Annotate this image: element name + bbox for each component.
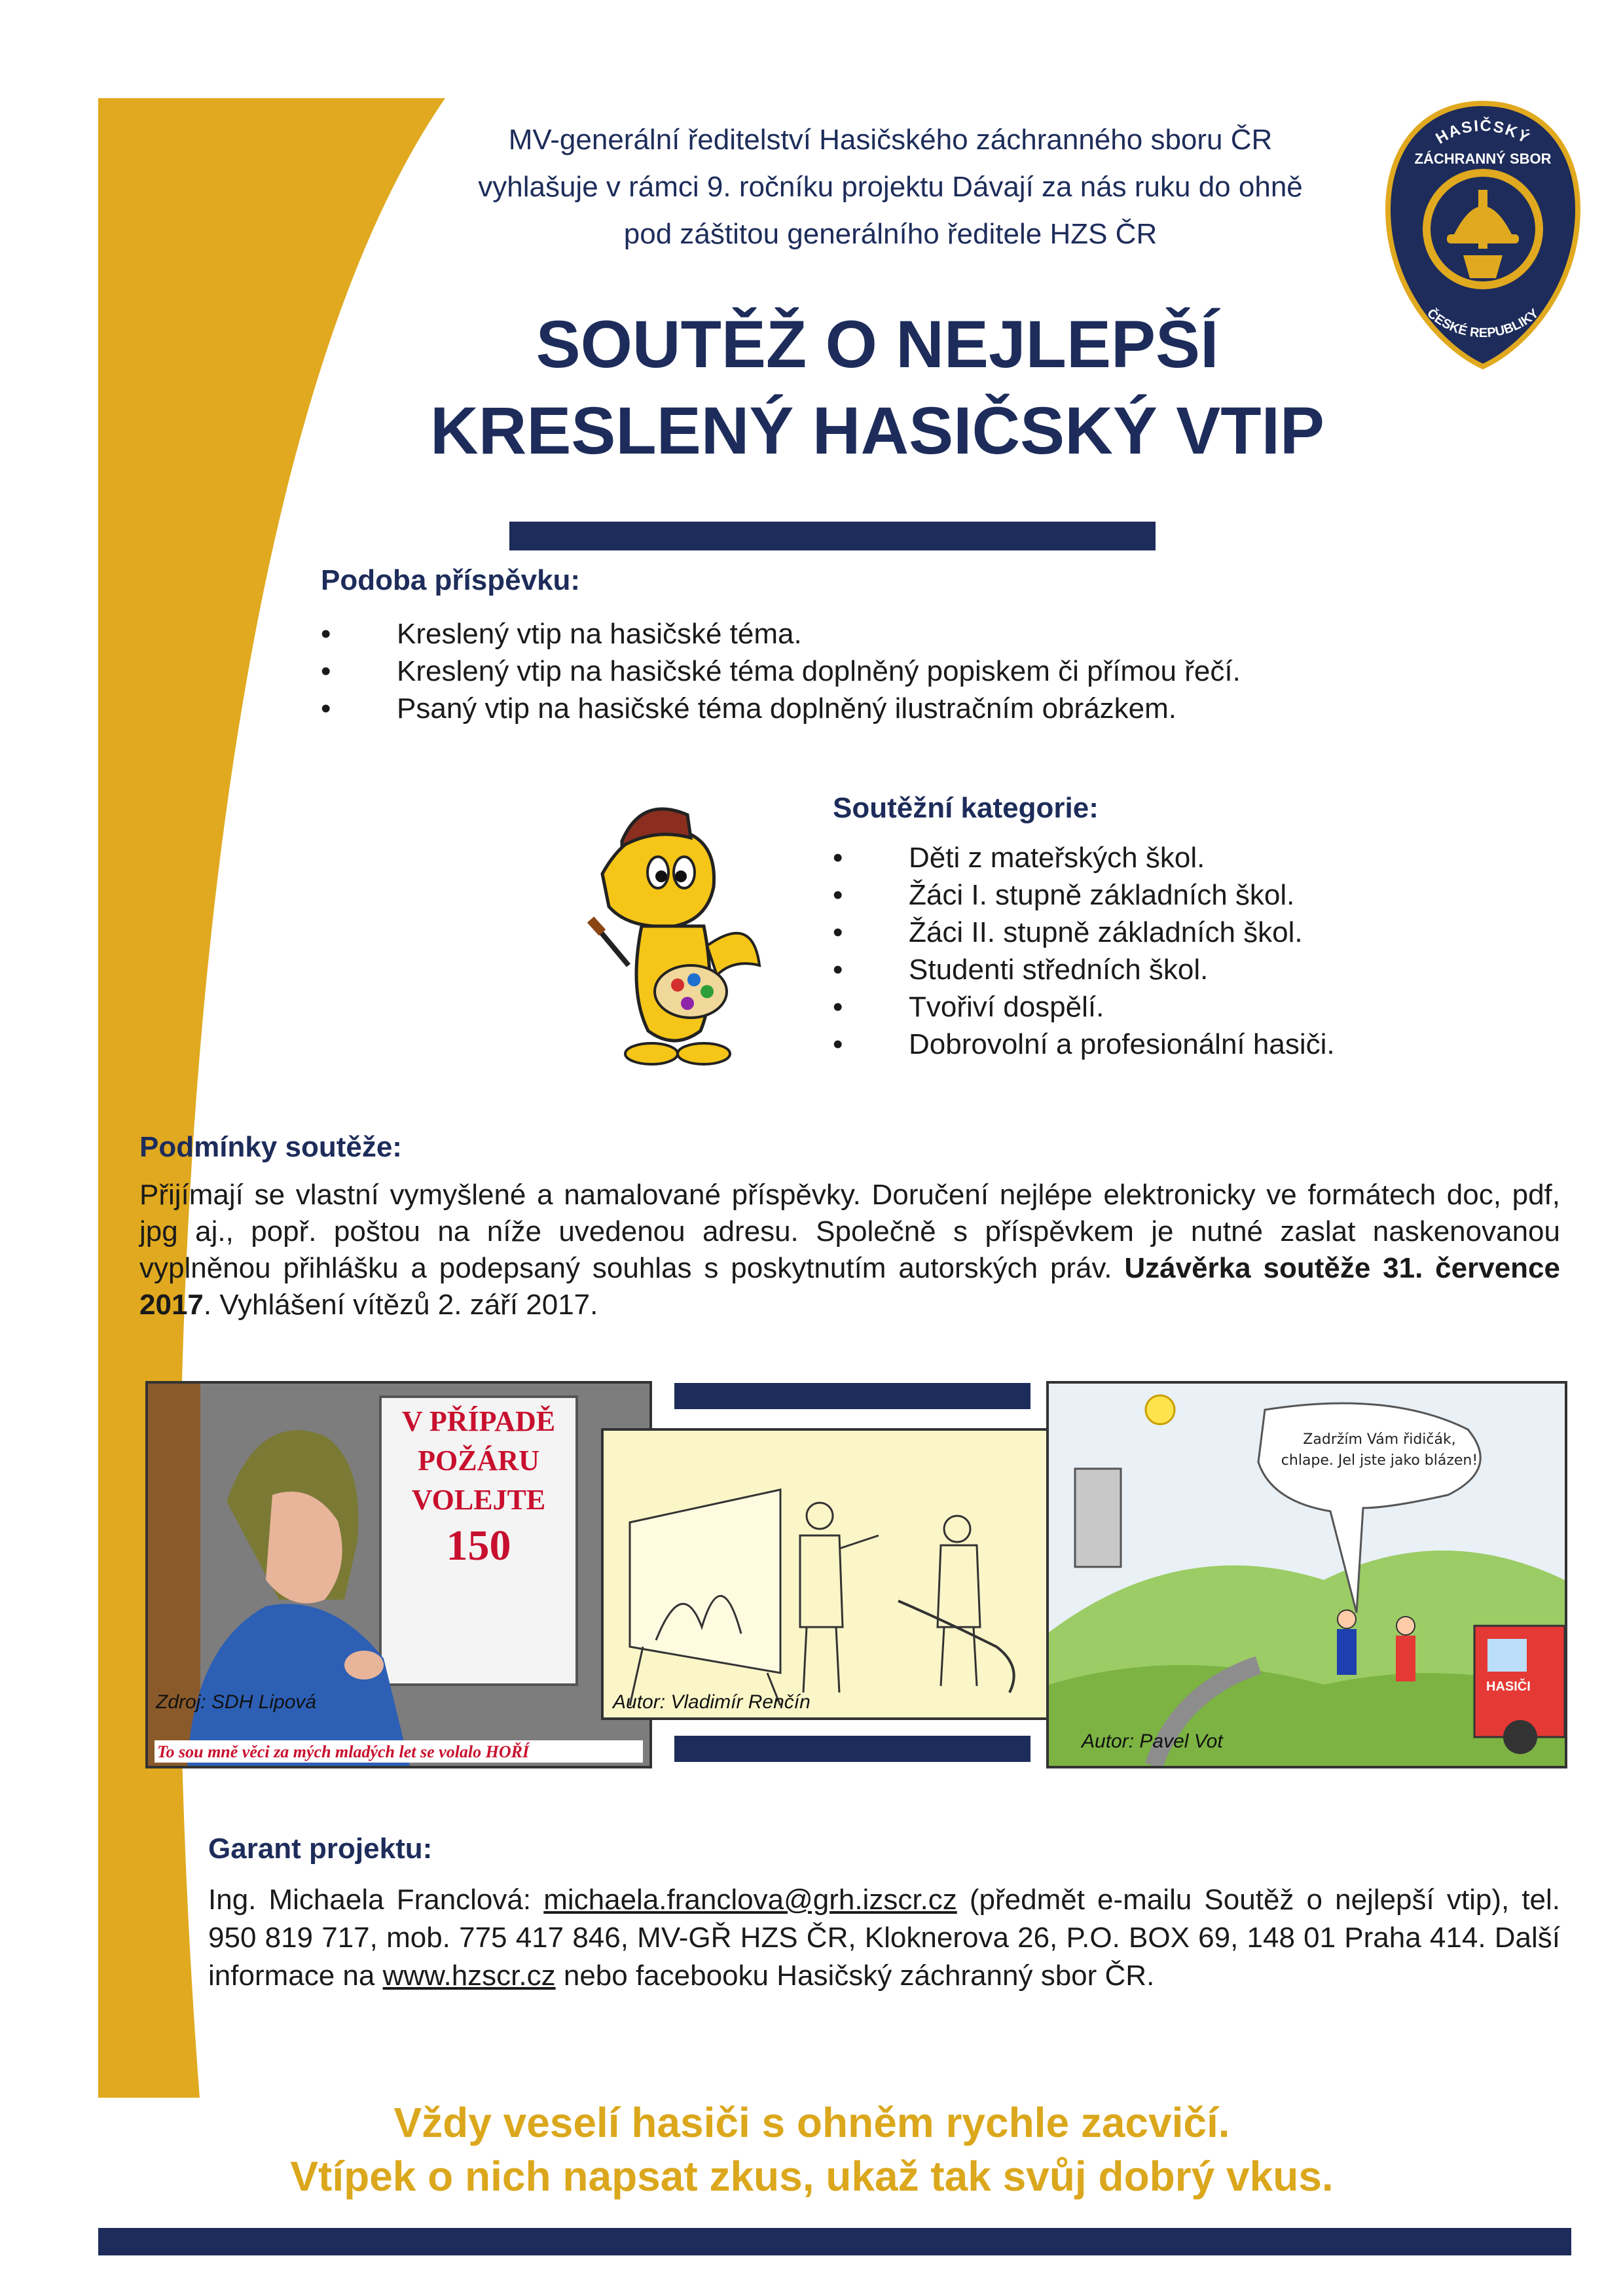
title-line-1: SOUTĚŽ O NEJLEPŠÍ — [536, 307, 1219, 382]
deadline-text: Uzávěrka soutěže 31. července 2017 — [139, 1252, 1560, 1321]
podminky-heading: Podmínky soutěže: — [139, 1131, 402, 1163]
cartoon-bottom-bar — [674, 1736, 1030, 1762]
list-item: • Kreslený vtip na hasičské téma. — [321, 618, 802, 650]
truck-label: HASIČI — [1486, 1679, 1531, 1694]
intro-line-3: pod záštitou generálního ředitele HZS ČR — [623, 218, 1158, 250]
list-item: • Tvořiví dospělí. — [833, 991, 1104, 1023]
slogan-line-1: Vždy veselí hasiči s ohněm rychle zacvičí. — [393, 2099, 1230, 2146]
garant-text: Ing. Michaela Franclová: michaela.franclova@grh.izscr.cz (předmět e-mailu Soutěž o nejlepší vtip), tel. 950 819 717, mob. 775 417 846, MV-GŘ HZS ČR, Kloknerova 26, P.O. BOX 69, 148 01 Praha 414. Další informace na www.hzscr.cz nebo facebooku Hasičský záchranný sbor ČR. — [208, 1884, 1561, 1992]
slogan-line-2: Vtípek o nich napsat zkus, ukaž tak svůj dobrý vkus. — [290, 2153, 1334, 2200]
list-item: • Psaný vtip na hasičské téma doplněný ilustračním obrázkem. — [321, 692, 1177, 725]
cartoon-top-bar — [674, 1383, 1030, 1409]
intro-text — [367, 117, 1414, 258]
logo-middle-text: ZÁCHRANNÝ SBOR — [1414, 151, 1552, 167]
cartoon-image-2 — [601, 1428, 1059, 1720]
dragon-mascot-icon — [576, 795, 773, 1070]
cartoon-2-caption: Autor: Vladimír Renčín — [613, 1691, 811, 1713]
podminky-text: Přijímají se vlastní vymyšlené a namalované příspěvky. Doručení nejlépe elektronicky ve formátech doc, pdf, jpg aj., popř. poštou na níže uvedenou adresu. Společně s příspěvkem je nutné zaslat naskenovanou vyplněnou přihlášku a podepsaný souhlas s poskytnutím autorských práv. Uzávěrka soutěže 31. července 2017. Vyhlášení vítězů 2. září 2017. — [139, 1179, 1560, 1321]
title-line-2: KRESLENÝ HASIČSKÝ VTIP — [430, 393, 1324, 468]
logo-bottom-text: ČESKÉ REPUBLIKY — [1424, 306, 1542, 341]
web-link[interactable]: www.hzscr.cz — [382, 1960, 556, 1992]
kategorie-heading: Soutěžní kategorie: — [833, 792, 1099, 824]
slogan — [98, 2096, 1525, 2203]
email-link[interactable]: michaela.franclova@grh.izscr.cz — [543, 1884, 957, 1916]
podoba-section — [321, 564, 1434, 727]
kategorie-list — [833, 839, 1487, 1063]
footer-bar — [98, 2228, 1571, 2255]
cartoon-2-drawing — [604, 1431, 1057, 1717]
list-item: • Kreslený vtip na hasičské téma doplněný popiskem či přímou řečí. — [321, 655, 1241, 687]
sign-text: V PŘÍPADĚ POŽÁRU VOLEJTE 150 — [401, 1405, 556, 1570]
kategorie-section — [833, 792, 1487, 1063]
list-item: • Žáci I. stupně základních škol. — [833, 879, 1295, 911]
podminky-section — [139, 1131, 1560, 1323]
cartoon-image-3 — [1046, 1381, 1567, 1768]
garant-heading: Garant projektu: — [208, 1833, 433, 1865]
list-item: • Žáci II. stupně základních škol. — [833, 916, 1303, 948]
logo-top-text: HASIČSKÝ — [1432, 117, 1533, 148]
speech-bubble-text: Zadržím Vám řidičák, chlape. Jel jste jako blázen! — [1281, 1431, 1478, 1469]
page-title — [301, 301, 1453, 474]
list-item: • Děti z mateřských škol. — [833, 842, 1205, 874]
cartoon-3-caption: Autor: Pavel Vot — [1082, 1731, 1223, 1752]
list-item: • Dobrovolní a profesionální hasiči. — [833, 1028, 1335, 1060]
cartoon-1-caption: Zdroj: SDH Lipová — [156, 1691, 317, 1713]
podoba-list — [321, 615, 1434, 727]
list-item: • Studenti středních škol. — [833, 954, 1209, 986]
garant-section — [208, 1833, 1560, 1995]
intro-line-1: MV-generální ředitelství Hasičského záchranného sboru ČR — [508, 124, 1273, 156]
intro-line-2: vyhlašuje v rámci 9. ročníku projektu Dávají za nás ruku do ohně — [478, 171, 1303, 203]
cartoon-1-bottom-text: To sou mně věci za mých mladých let se volalo HOŘÍ — [157, 1742, 530, 1761]
cartoon-image-1 — [145, 1381, 652, 1768]
podoba-heading: Podoba příspěvku: — [321, 564, 581, 596]
title-underline-bar — [509, 522, 1156, 550]
